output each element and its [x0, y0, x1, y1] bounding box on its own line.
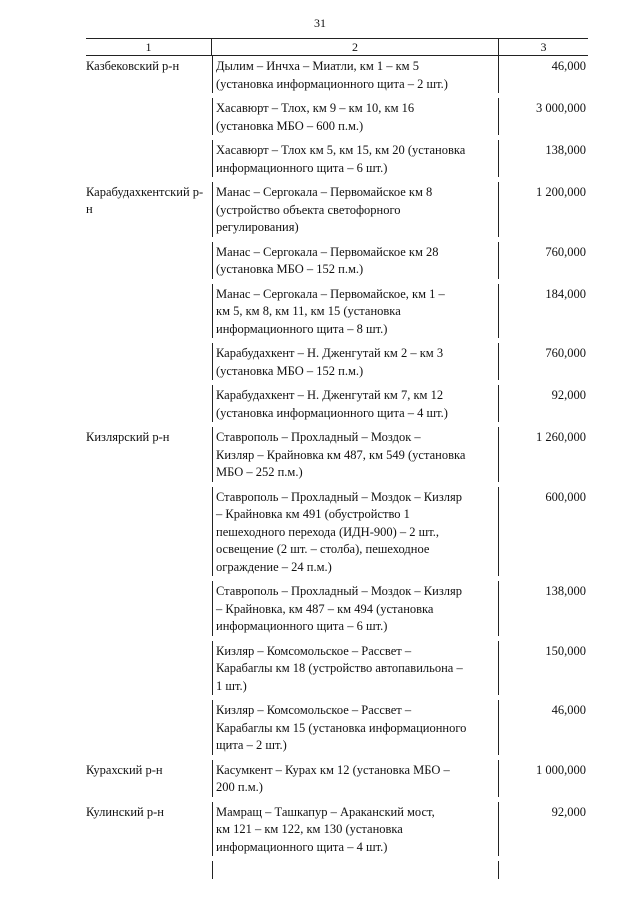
table-row — [212, 802, 588, 857]
table-row — [212, 56, 588, 93]
road-work-description: Мамращ – Ташкапур – Араканский мост, км 121 – км 122, км 130 (установка информационного щита – 4 шт.) — [212, 802, 499, 857]
amount-value: 150,000 — [545, 643, 586, 658]
amount-value: 760,000 — [545, 244, 586, 259]
district-group — [86, 182, 588, 427]
district-name: Карабудахкентский р-н — [86, 185, 204, 216]
column-header-1: 1 — [145, 40, 152, 54]
table-body — [86, 56, 588, 861]
district-group — [86, 760, 588, 802]
district-group — [86, 56, 588, 182]
table-row — [212, 581, 588, 636]
amount-value: 138,000 — [545, 584, 586, 598]
road-work-description: Кизляр – Комсомольское – Рассвет – Карабаглы км 15 (установка информационного щита – 2 шт.) — [212, 700, 499, 755]
road-work-description: Дылим – Инчха – Миатли, км 1 – км 5 (установка информационного щита – 2 шт.) — [212, 56, 499, 93]
table-row — [212, 760, 588, 797]
road-work-description: Манас – Сергокала – Первомайское км 8 (устройство объекта светофорного регулирования) — [212, 182, 499, 237]
amount-value: 46,000 — [551, 59, 586, 73]
table-row — [212, 98, 588, 135]
district-entries — [212, 802, 588, 862]
district-name: Кизлярский р-н — [86, 430, 170, 444]
table-row — [212, 182, 588, 237]
table-row — [212, 700, 588, 755]
amount-value: 600,000 — [545, 489, 586, 504]
district-name: Кулинский р-н — [86, 804, 164, 819]
amount-value: 92,000 — [551, 388, 586, 402]
road-work-description: Хасавюрт – Тлох км 5, км 15, км 20 (установка информационного щита – 6 шт.) — [212, 140, 499, 177]
road-work-description: Манас – Сергокала – Первомайское, км 1 – км 5, км 8, км 11, км 15 (установка информационного щита – 8 шт.) — [212, 284, 499, 339]
road-work-description: Хасавюрт – Тлох, км 9 – км 10, км 16 (установка МБО – 600 п.м.) — [212, 98, 499, 135]
road-work-description: Кизляр – Комсомольское – Рассвет – Карабаглы км 18 (устройство автопавильона – 1 шт.) — [212, 641, 499, 696]
road-work-description: Ставрополь – Прохладный – Моздок – Кизляр – Крайновка км 487, км 549 (установка МБО – 252 п.м.) — [212, 427, 499, 482]
amount-value: 1 260,000 — [536, 430, 586, 444]
table-row — [212, 140, 588, 177]
road-work-description: Ставрополь – Прохладный – Моздок – Кизляр – Крайновка, км 487 – км 494 (установка информационного щита – 6 шт.) — [212, 581, 499, 636]
column-header-2: 2 — [211, 39, 499, 55]
amount-value: 138,000 — [545, 143, 586, 157]
amount-value: 3 000,000 — [536, 101, 586, 115]
district-group — [86, 427, 588, 760]
road-work-description: Касумкент – Курах км 12 (установка МБО – 200 п.м.) — [212, 760, 499, 797]
amount-value: 760,000 — [545, 346, 586, 360]
district-entries — [212, 182, 588, 427]
road-work-description: Манас – Сергокала – Первомайское км 28 (установка МБО – 152 п.м.) — [212, 242, 499, 279]
district-entries — [212, 760, 588, 802]
district-name: Казбековский р-н — [86, 59, 180, 73]
district-group — [86, 802, 588, 862]
road-work-description: Ставрополь – Прохладный – Моздок – Кизляр – Крайновка км 491 (обустройство 1 пешеходного перехода (ИДН-900) – 2 шт., освещение (2 шт. – столба), пешеходное ограждение – 24 п.м.) — [212, 487, 499, 577]
column-header-3: 3 — [540, 40, 547, 54]
table-row — [212, 242, 588, 279]
district-name: Курахский р-н — [86, 762, 163, 777]
table-row — [212, 385, 588, 422]
amount-value: 1 200,000 — [536, 185, 586, 199]
table-row — [212, 284, 588, 339]
amount-value: 92,000 — [551, 804, 586, 819]
budget-table — [86, 38, 588, 879]
table-continuation — [212, 861, 499, 879]
road-work-description: Карабудахкент – Н. Дженгутай км 2 – км 3 (установка МБО – 152 п.м.) — [212, 343, 499, 380]
amount-value: 1 000,000 — [536, 762, 586, 777]
page-number: 31 — [314, 16, 326, 30]
table-row — [212, 641, 588, 696]
table-row — [212, 427, 588, 482]
table-header — [86, 38, 588, 56]
amount-value: 184,000 — [545, 286, 586, 301]
road-work-description: Карабудахкент – Н. Дженгутай км 7, км 12 (установка информационного щита – 4 шт.) — [212, 385, 499, 422]
table-row — [212, 343, 588, 380]
table-row — [212, 487, 588, 577]
amount-value: 46,000 — [551, 703, 586, 717]
district-entries — [212, 427, 588, 760]
district-entries — [212, 56, 588, 182]
